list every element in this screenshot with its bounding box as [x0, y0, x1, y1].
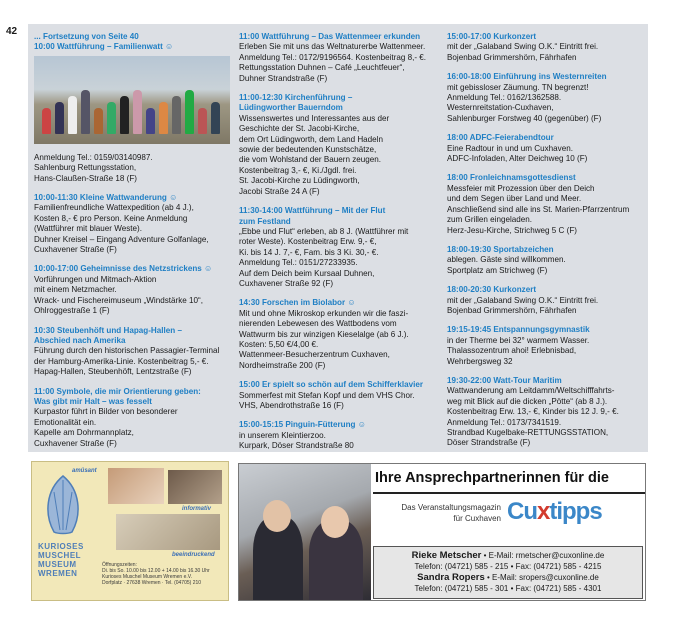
event-title: 18:00 ADFC-Feierabendtour: [447, 133, 554, 143]
contact-headline: Ihre Ansprechpartnerinnen für die: [375, 470, 609, 486]
event-entry: [447, 173, 643, 235]
logo-part-cu: Cu: [507, 498, 537, 525]
event-entry: [447, 376, 643, 449]
logo-part-tipps: tipps: [549, 498, 602, 525]
event-description: Führung durch den historischen Passagier-Terminal der Hamburg-Amerika-Linie. Kostenbeitrag 5,- €. Hapag-Hallen, Steubenhöft, Lentzstraße (F): [34, 346, 220, 377]
event-description: Anmeldung Tel.: 0159/03140987. Sahlenburg Rettungsstation, Hans-Claußen-Straße 18 (F): [34, 152, 153, 183]
event-title: 16:00-18:00 Einführung ins Westernreiten: [447, 72, 607, 82]
museum-name: KURIOSES MUSCHEL MUSEUM WREMEN: [38, 542, 84, 578]
event-description: mit der „Galaband Swing O.K.“ Eintritt frei. Bojenbad Grimmershörn, Fährhafen: [447, 295, 599, 315]
headline-rule: [373, 492, 646, 494]
event-description: „Ebbe und Flut“ erleben, ab 8 J. (Wattführer mit roter Weste). Kostenbeitrag Erw. 9,- €, Ki. bis 14 J. 7,- €, Fam. bis 3 Ki. 30,- €. Anmeldung Tel.: 0151/27233935. Auf dem Deich beim Kursaal Duhnen, Cuxhavener Straße 92 (F): [239, 226, 409, 288]
event-title: 11:00-12:30 Kirchenführung – Lüdingworther Bauerndom: [239, 93, 353, 113]
person-figure: [133, 90, 142, 134]
person-figure: [107, 102, 116, 134]
contact-advertisement: [238, 463, 646, 601]
event-description: Kurpastor führt in Bilder von besonderer Emotionalität ein. Kapelle am Dohrmannplatz, Cuxhavener Straße (F): [34, 407, 178, 448]
person-figure: [211, 102, 220, 134]
museum-advertisement: [31, 461, 229, 601]
event-entry: [239, 420, 437, 451]
person-right-head: [321, 506, 349, 538]
event-title: 18:00-20:30 Kurkonzert: [447, 285, 537, 295]
event-entry: [34, 387, 230, 449]
events-column-1: [34, 32, 230, 458]
event-entry: [447, 325, 643, 367]
event-title: 11:00 Symbole, die mir Orientierung geben: Was gibt mir Halt – was fesselt: [34, 386, 201, 406]
event-entry: [239, 380, 437, 411]
event-description: Messfeier mit Prozession über den Deich und dem Segen über Land und Meer. Anschließend sind alle ins St. Marien-Pfarrzentrum zum Grillen eingeladen. Herz-Jesu-Kirche, Strichweg 5 C (F): [447, 183, 630, 235]
museum-photo-child: [108, 468, 164, 504]
event-description: ablegen. Gäste sind willkommen. Sportplatz am Strichweg (F): [447, 255, 566, 275]
person-figure: [120, 96, 129, 134]
event-description: Vorführungen und Mitmach-Aktion mit einem Netzmacher. Wrack- und Fischereimuseum „Windstärke 10“, Ohlroggestraße 1 (F): [34, 274, 203, 316]
event-entry: [239, 298, 437, 371]
seashell-icon: [40, 474, 86, 536]
person-figure: [159, 102, 168, 134]
person-figure: [94, 108, 103, 134]
person-figure: [146, 108, 155, 134]
contact1-email: • E-Mail: rmetscher@cuxonline.de: [481, 551, 605, 560]
event-entry: [239, 206, 437, 289]
event-entry: [447, 32, 643, 63]
museum-photo-shells: [168, 470, 222, 504]
person-figure: [42, 108, 51, 134]
event-entry: [34, 32, 230, 144]
event-entry: [239, 93, 437, 197]
contact2-name: Sandra Ropers: [417, 572, 485, 583]
event-title: 19:30-22:00 Watt-Tour Maritim: [447, 375, 562, 385]
magazine-tagline: Das Veranstaltungsmagazin für Cuxhaven: [401, 503, 501, 523]
tag-amuesant: amüsant: [72, 468, 97, 474]
cuxtipps-logo: [507, 498, 602, 526]
event-description: in der Therme bei 32° warmem Wasser. Thalassozentrum ahoi! Erlebnisbad, Wehrbergsweg 32: [447, 335, 590, 366]
event-entry: [34, 326, 230, 378]
event-description: Familienfreundliche Wattexpedition (ab 4 J.), Kosten 8,- € pro Person. Keine Anmeldung (Wattführer mit blauer Weste). Duhner Kreisel – Eingang Adventure Golfanlage, Cuxhavener Straße (F): [34, 203, 209, 255]
person-figure: [55, 102, 64, 134]
person-figure: [172, 96, 181, 134]
page-number: 42: [6, 26, 18, 37]
person-figure: [198, 108, 207, 134]
event-entry: [447, 245, 643, 276]
event-title: 19:15-19:45 Entspannungsgymnastik: [447, 325, 590, 335]
event-description: mit der „Galaband Swing O.K.“ Eintritt frei. Bojenbad Grimmershörn, Fährhafen: [447, 42, 599, 62]
museum-hours: Öffnungszeiten: Di. bis So. 10.00 bis 12.00 + 14.00 bis 16.30 Uhr Kurioses Muschel Museum Wremen e.V. Dorfplatz · 27638 Wremen · Tel. (04705) 210: [102, 562, 210, 586]
event-title: 18:00-19:30 Sportabzeichen: [447, 244, 554, 254]
contact-photo: [239, 464, 371, 601]
logo-part-x: x: [537, 498, 550, 525]
event-title: 15:00-17:00 Kurkonzert: [447, 32, 537, 41]
event-description: Wissenswertes und Interessantes aus der Geschichte der St. Jacobi-Kirche, dem Ort Lüdingworth, dem Land Hadeln sowie der bedeutenden Kunstschätze, die vom Wohlstand der Bauern zeugen. Kostenbeitrag 3,- €, Ki./Jgdl. frei. St. Jacobi-Kirche zu Lüdingworth, Jacobi Straße 24 A (F): [239, 113, 390, 196]
event-entry: [34, 153, 230, 184]
mudflat-walk-photo: [34, 56, 230, 144]
event-entry: [34, 264, 230, 316]
contact2-phone: Telefon: (04721) 585 - 301 • Fax: (04721) 585 - 4301: [414, 584, 602, 593]
event-entry: [447, 72, 643, 124]
event-entry: [447, 285, 643, 316]
event-description: Sommerfest mit Stefan Kopf und dem VHS Chor. VHS, Abendrothstraße 16 (F): [239, 390, 415, 410]
person-figure: [68, 96, 77, 134]
event-title: 10:30 Steubenhöft und Hapag-Hallen – Abschied nach Amerika: [34, 325, 182, 345]
event-entry: [239, 32, 437, 84]
events-panel: [28, 24, 648, 452]
event-title: 11:00 Wattführung – Das Wattenmeer erkunden: [239, 32, 421, 41]
event-description: mit gebissloser Zäumung. TN begrenzt! Anmeldung Tel.: 0162/1362588. Westernreitstation-Cuxhaven, Sahlenburger Forstweg 40 (gegenüber) (F): [447, 82, 602, 123]
event-title: 15:00-15:15 Pinguin-Fütterung ☺: [239, 420, 366, 430]
contact-details-box: [373, 546, 643, 599]
event-title: 11:30-14:00 Wattführung – Mit der Flut zum Festland: [239, 206, 386, 226]
event-title: 10:00-11:30 Kleine Wattwanderung ☺: [34, 193, 178, 203]
event-description: Eine Radtour in und um Cuxhaven. ADFC-Infoladen, Alter Deichweg 10 (F): [447, 143, 588, 164]
event-entry: [447, 133, 643, 164]
event-title: 18:00 Fronleichnamsgottesdienst: [447, 173, 576, 183]
contact1-phone: Telefon: (04721) 585 - 215 • Fax: (04721) 585 - 4215: [414, 562, 602, 571]
contact1-name: Rieke Metscher: [411, 550, 482, 561]
event-entry: [34, 193, 230, 255]
event-title: ... Fortsetzung von Seite 40 10:00 Wattführung – Familienwatt ☺: [34, 32, 174, 52]
event-title: 15:00 Er spielt so schön auf dem Schifferklavier: [239, 380, 423, 390]
person-left-head: [263, 500, 291, 532]
event-description: in unserem Kleintierzoo. Kurpark, Döser Strandstraße 80: [239, 430, 354, 451]
event-title: 14:30 Forschen im Biolabor ☺: [239, 298, 356, 308]
tag-informativ: informativ: [182, 506, 212, 512]
events-column-3: [447, 32, 643, 458]
event-description: Mit und ohne Mikroskop erkunden wir die faszi- nierenden Lebewesen des Wattbodens vom Wattwurm bis zur winzigen Kieselalge (ab 6 J.). Kosten: 5,50 €/4,00 €. Wattenmeer-Besucherzentrum Cuxhaven, Nordheimstraße 200 (F): [239, 308, 409, 370]
person-figure: [81, 90, 90, 134]
person-figure: [185, 90, 194, 134]
museum-photo-display: [116, 514, 220, 550]
events-column-2: [239, 32, 437, 461]
event-description: Wattwanderung am Leitdamm/Weltschifffahrts- weg mit Blick auf die dicken „Pötte“ (ab 8 J.). Kostenbeitrag Erw. 13,- €, Kinder bis 12 J. 9,- €. Anmeldung Tel.: 0173/7341519. Strandbad Kugelbake-RETTUNGSSTATION, Döser Strandstraße (F): [447, 386, 619, 448]
event-title: 10:00-17:00 Geheimnisse des Netzstrickens ☺: [34, 264, 213, 274]
contact2-email: • E-Mail: sropers@cuxonline.de: [484, 573, 599, 582]
event-description: Erleben Sie mit uns das Weltnaturerbe Wattenmeer. Anmeldung Tel.: 0172/9196564. Kostenbeitrag 8,- €. Rettungsstation Duhnen – Café „Leuchtfeuer“, Duhner Strandstraße (F): [239, 42, 427, 83]
tag-beeindruckend: beeindruckend: [172, 552, 215, 558]
